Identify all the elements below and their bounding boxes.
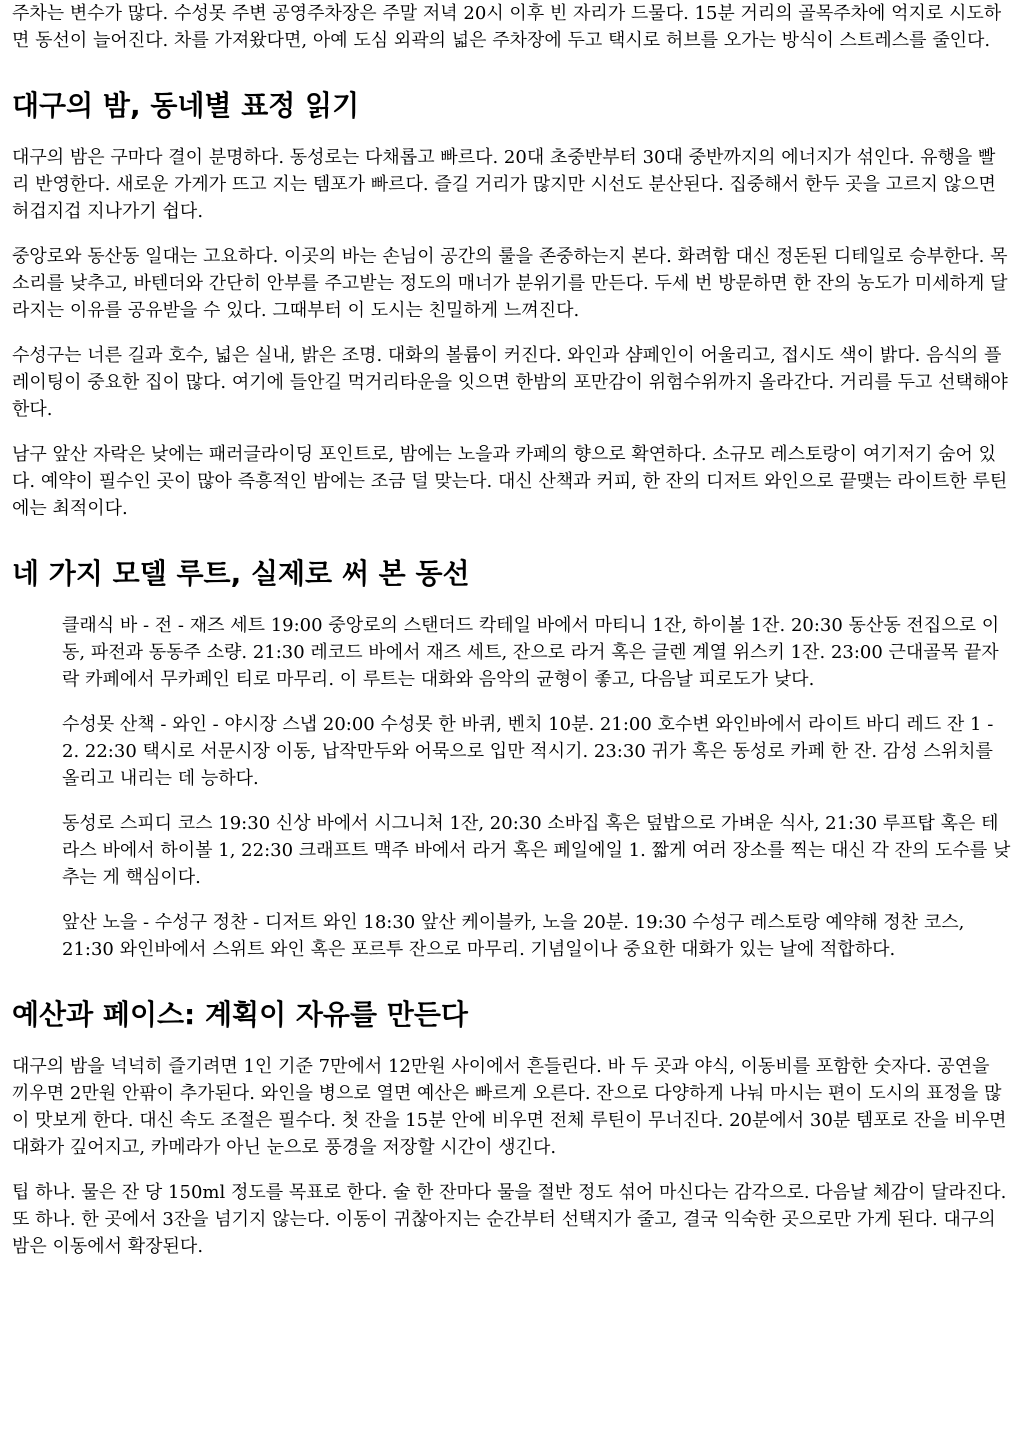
route-item-speedy: 동성로 스피디 코스 19:30 신상 바에서 시그니처 1잔, 20:30 소바집 혹은 덮밥으로 가벼운 식사, 21:30 루프탑 혹은 테라스 바에서 하이볼 1, 22:30 크래프트 맥주 바에서 라거 혹은 페일에일 1. 짧게 여러 장소를 찍는 대신 각 잔의 도수를 낮추는 게 핵심이다.: [62, 813, 1011, 888]
paragraph-suseong: 수성구는 너른 길과 호수, 넓은 실내, 밝은 조명. 대화의 볼륨이 커진다. 와인과 샴페인이 어울리고, 접시도 색이 밝다. 음식의 플레이팅이 중요한 집이 많다. 여기에 들안길 먹거리타운을 잇으면 한밤의 포만감이 위험수위까지 올라간다. 거리를 두고 선택해야 한다.: [12, 345, 1008, 420]
paragraph-jungangro: 중앙로와 동산동 일대는 고요하다. 이곳의 바는 손님이 공간의 룰을 존중하는지 본다. 화려함 대신 정돈된 디테일로 승부한다. 목소리를 낮추고, 바텐더와 간단히 안부를 주고받는 정도의 매너가 분위기를 만든다. 두세 번 방문하면 한 잔의 농도가 미세하게 달라지는 이유를 공유받을 수 있다. 그때부터 이 도시는 친밀하게 느껴진다.: [12, 246, 1008, 321]
paragraph-budget: 대구의 밤을 넉넉히 즐기려면 1인 기준 7만에서 12만원 사이에서 흔들린다. 바 두 곳과 야식, 이동비를 포함한 숫자다. 공연을 끼우면 2만원 안팎이 추가된다. 와인을 병으로 열면 예산은 빠르게 오른다. 잔으로 다양하게 나눠 마시는 편이 도시의 표정을 많이 맛보게 한다. 대신 속도 조절은 필수다. 첫 잔을 15분 안에 비우면 전체 루틴이 무너진다. 20분에서 30분 템포로 잔을 비우면 대화가 깊어지고, 카메라가 아닌 눈으로 풍경을 저장할 시간이 생긴다.: [12, 1056, 1007, 1158]
paragraph-dongseongro: 대구의 밤은 구마다 결이 분명하다. 동성로는 다채롭고 빠르다. 20대 초중반부터 30대 중반까지의 에너지가 섞인다. 유행을 빨리 반영한다. 새로운 가게가 뜨고 지는 템포가 빠르다. 즐길 거리가 많지만 시선도 분산된다. 집중해서 한두 곳을 고르지 않으면 허겁지겁 지나가기 쉽다.: [12, 147, 996, 222]
route-item-apsan: 앞산 노을 - 수성구 정찬 - 디저트 와인 18:30 앞산 케이블카, 노을 20분. 19:30 수성구 레스토랑 예약해 정찬 코스, 21:30 와인바에서 스위트 와인 혹은 포르투 잔으로 마무리. 기념일이나 중요한 대화가 있는 날에 적합하다.: [62, 912, 965, 960]
section-heading-routes: 네 가지 모델 루트, 실제로 써 본 동선: [12, 557, 470, 590]
section-heading-neighborhoods: 대구의 밤, 동네별 표정 읽기: [12, 89, 360, 122]
route-item-classic: 클래식 바 - 전 - 재즈 세트 19:00 중앙로의 스탠더드 칵테일 바에서 마티니 1잔, 하이볼 1잔. 20:30 동산동 전집으로 이동, 파전과 동동주 소량. 21:30 레코드 바에서 재즈 세트, 잔으로 라거 혹은 글렌 계열 위스키 1잔. 23:00 근대골목 끝자락 카페에서 무카페인 티로 마무리. 이 루트는 대화와 음악의 균형이 좋고, 다음날 피로도가 낮다.: [62, 615, 1000, 690]
paragraph-tips: 팁 하나. 물은 잔 당 150ml 정도를 목표로 한다. 술 한 잔마다 물을 절반 정도 섞어 마신다는 감각으로. 다음날 체감이 달라진다. 또 하나. 한 곳에서 3잔을 넘기지 않는다. 이동이 귀찮아지는 순간부터 선택지가 줄고, 결국 익숙한 곳으로만 가게 된다. 대구의 밤은 이동에서 확장된다.: [12, 1182, 1007, 1257]
route-item-suseongmot: 수성못 산책 - 와인 - 야시장 스냅 20:00 수성못 한 바퀴, 벤치 10분. 21:00 호수변 와인바에서 라이트 바디 레드 잔 1 - 2. 22:30 택시로 서문시장 이동, 납작만두와 어묵으로 입만 적시기. 23:30 귀가 혹은 동성로 카페 한 잔. 감성 스위치를 올리고 내리는 데 능하다.: [62, 714, 994, 789]
route-list: [62, 612, 1012, 963]
intro-paragraph: 주차는 변수가 많다. 수성못 주변 공영주차장은 주말 저녁 20시 이후 빈 자리가 드물다. 15분 거리의 골목주차에 억지로 시도하면 동선이 늘어진다. 차를 가져왔다면, 아예 도심 외곽의 넓은 주차장에 두고 택시로 허브를 오가는 방식이 스트레스를 줄인다.: [12, 3, 1002, 51]
section-heading-budget: 예산과 페이스: 계획이 자유를 만든다: [12, 998, 468, 1031]
paragraph-namgu: 남구 앞산 자락은 낮에는 패러글라이딩 포인트로, 밤에는 노을과 카페의 향으로 확연하다. 소규모 레스토랑이 여기저기 숨어 있다. 예약이 필수인 곳이 많아 즉흥적인 밤에는 조금 덜 맞는다. 대신 산책과 커피, 한 잔의 디저트 와인으로 끝맺는 라이트한 루틴에는 최적이다.: [12, 444, 1008, 519]
